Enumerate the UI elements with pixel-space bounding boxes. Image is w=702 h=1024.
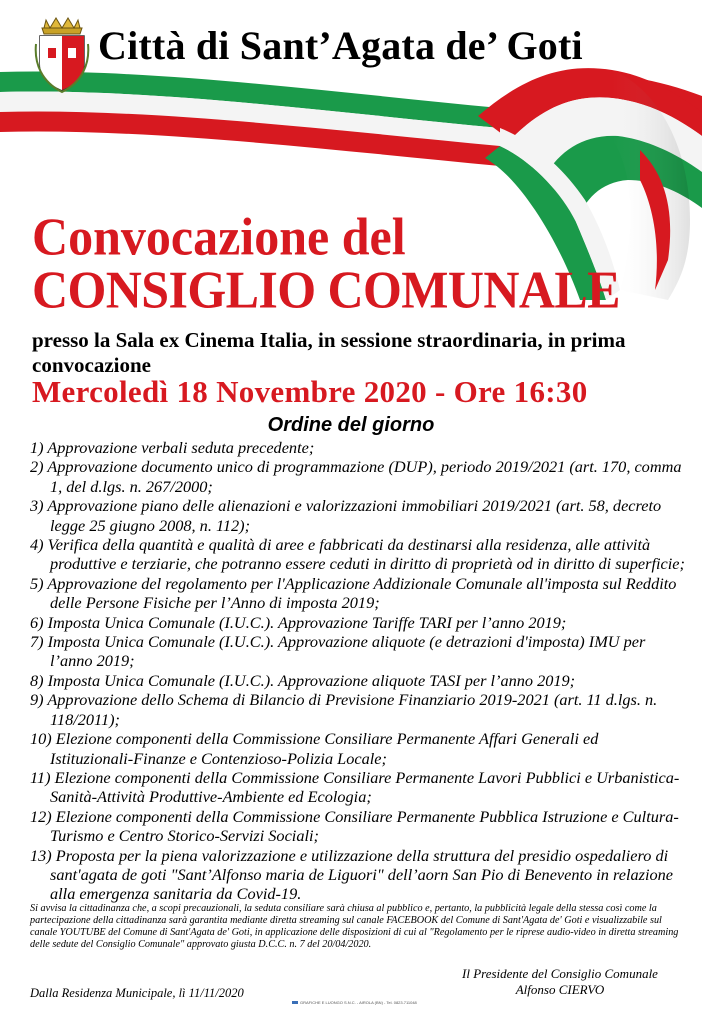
agenda-item: 12) Elezione componenti della Commissione Consiliare Permanente Pubblica Istruzione e Cultura-Turismo e Centro Storico-Servizi Sociali; [30, 806, 679, 846]
president-role: Il Presidente del Consiglio Comunale [462, 966, 658, 981]
agenda-title: Ordine del giorno [267, 414, 435, 436]
venue-text: presso la Sala ex Cinema Italia, in sessione straordinaria, in prima convocazione [32, 328, 626, 377]
coat-of-arms-logo [34, 14, 90, 94]
meeting-date: Mercoledì 18 Novembre 2020 - Ore 16:30 [32, 374, 588, 409]
agenda-item: 2) Approvazione documento unico di programmazione (DUP), periodo 2019/2021 (art. 170, comma 1, del d.lgs. n. 267/2000; [30, 457, 682, 496]
printer-text: GRAFICHE E LUONGO S.N.C. - AIROLA (BN) - Tel. 0823.711048 [300, 1000, 417, 1005]
printer-credit [292, 1000, 432, 1005]
agenda-item: 7) Imposta Unica Comunale (I.U.C.). Approvazione aliquote (e detrazioni d'imposta) IMU per l’anno 2019; [30, 632, 646, 671]
agenda-list [30, 438, 685, 904]
signature-block [440, 966, 680, 998]
agenda-item: 11) Elezione componenti della Commissione Consiliare Permanente Lavori Pubblici e Urbanistica-Sanità-Attività Produttive-Ambiente ed Ecologia; [30, 767, 680, 807]
agenda-item: 6) Imposta Unica Comunale (I.U.C.). Approvazione Tariffe TARI per l’anno 2019; [30, 612, 567, 632]
city-title: Città di Sant’Agata de’ Goti [98, 23, 583, 68]
heading-consiglio-comunale: CONSIGLIO COMUNALE [32, 260, 620, 319]
agenda-item: 8) Imposta Unica Comunale (I.U.C.). Approvazione aliquote TASI per l’anno 2019; [30, 670, 576, 690]
agenda-item: 10) Elezione componenti della Commissione Consiliare Permanente Affari Generali ed Istituzionali-Finanze e Contenzioso-Polizia Locale; [30, 729, 599, 768]
agenda-item: 1) Approvazione verbali seduta precedente; [30, 438, 315, 457]
printer-logo-icon [292, 1001, 298, 1004]
agenda-item: 9) Approvazione dello Schema di Bilancio di Previsione Finanziario 2019-2021 (art. 11 d.lgs. n. 118/2011); [30, 690, 658, 729]
heading-convocazione: Convocazione del [32, 207, 406, 266]
agenda-item: 13) Proposta per la piena valorizzazione e utilizzazione della struttura del presidio ospedaliero di sant'agata de goti "Sant’Alfonso maria de Liguori" dell’aorn San Pio di Benevento in relazione alla emergenza sanitaria da Covid-19. [30, 845, 673, 904]
agenda-item: 3) Approvazione piano delle alienazioni e valorizzazioni immobiliari 2019/2021 (art. 58, decreto legge 25 giugno 2008, n. 112); [30, 496, 662, 535]
agenda-item: 4) Verifica della quantità e qualità di aree e fabbricati da destinarsi alla residenza, alle attività produttive e terziarie, che potranno essere ceduti in diritto di proprietà od in diritto di superficie; [30, 535, 685, 574]
streaming-notice: Si avvisa la cittadinanza che, a scopi precauzionali, la seduta consiliare sarà chiusa al pubblico e, pertanto, la pubblicità legale della stessa così come la partecipazione della cittadinanza sarà garantita mediante diretta streaming sul canale FACEBOOK del Comune di Sant'Agata de' Goti e visualizzabile sul canale YOUTUBE del Comune di Sant'Agata de' Goti, in applicazione delle disposizioni di cui al "Regolamento per le riprese audio-video in diretta streaming delle sedute del Consiglio Comunale" approvato giusta D.C.C. n. 7 del 20/04/2020. [30, 903, 679, 950]
president-name: Alfonso CIERVO [515, 982, 605, 997]
agenda-item: 5) Approvazione del regolamento per l'Applicazione Addizionale Comunale all'imposta sul Reddito delle Persone Fisiche per l’Anno di imposta 2019; [30, 573, 677, 613]
issued-place-date: Dalla Residenza Municipale, lì 11/11/2020 [30, 986, 244, 1000]
